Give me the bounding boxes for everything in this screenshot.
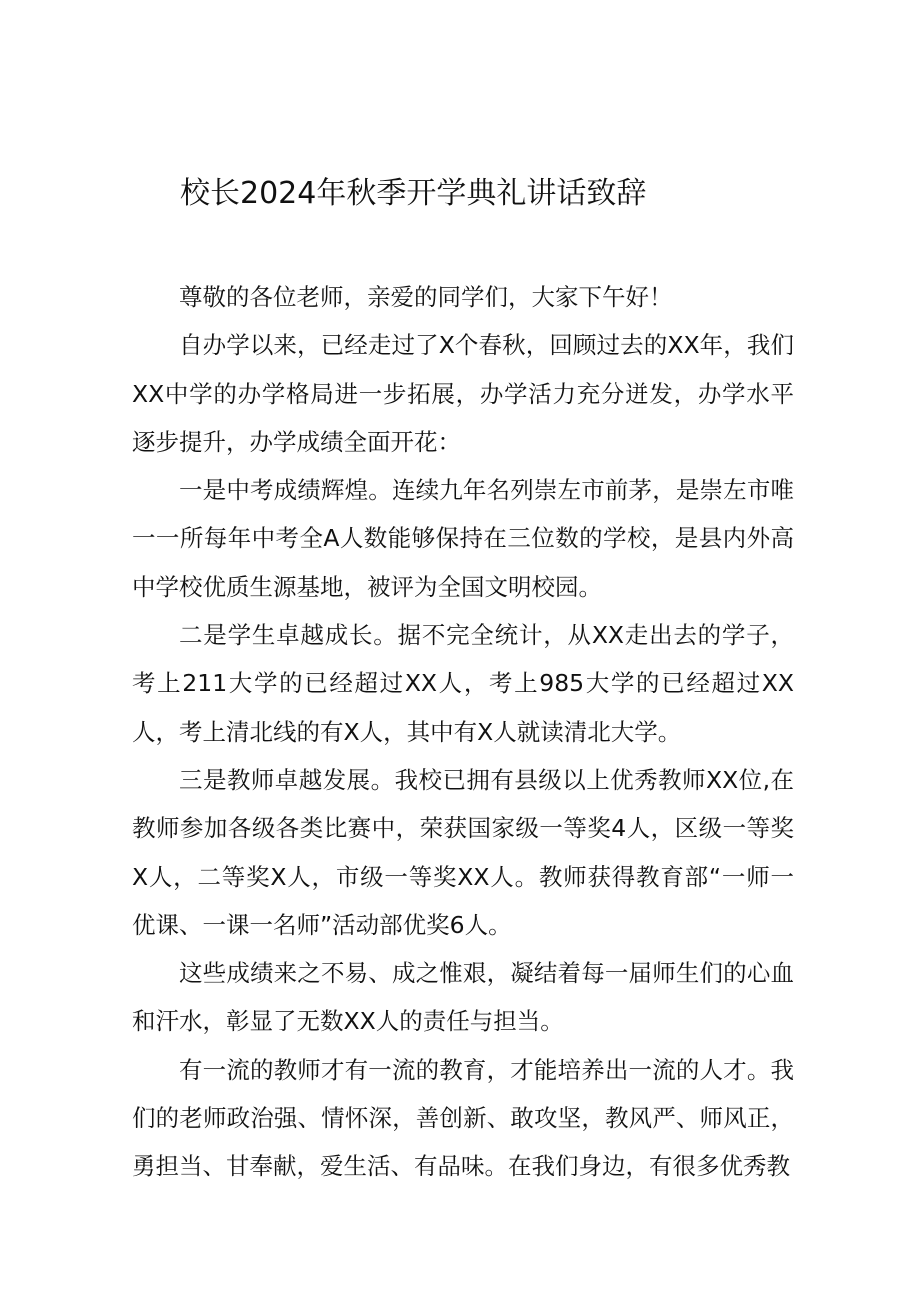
paragraph-intro: 自办学以来，已经走过了X个春秋，回顾过去的XX年，我们XX中学的办学格局进一步拓展，办学活力充分迸发，办学水平逐步提升，办学成绩全面开花： — [132, 331, 794, 456]
paragraph-student-growth: 二是学生卓越成长。据不完全统计，从XX走出去的学子，考上211大学的已经超过XX人，考上985大学的已经超过XX人，考上清北线的有X人，其中有X人就读清北大学。 — [132, 621, 794, 746]
paragraph-exam-results: 一是中考成绩辉煌。连续九年名列崇左市前茅，是崇左市唯一一所每年中考全A人数能够保持在三位数的学校，是县内外高中学校优质生源基地，被评为全国文明校园。 — [132, 476, 794, 601]
document-body — [132, 273, 794, 1191]
paragraph-greeting: 尊敬的各位老师，亲爱的同学们，大家下午好！ — [179, 283, 673, 311]
paragraph-teacher-development: 三是教师卓越发展。我校已拥有县级以上优秀教师XX位,在教师参加各级各类比赛中，荣获国家级一等奖4人，区级一等奖X人，二等奖X人，市级一等奖XX人。教师获得教育部“一师一优课、一课一名师”活动部优奖6人。 — [132, 765, 794, 939]
paragraph-achievements: 这些成绩来之不易、成之惟艰，凝结着每一届师生们的心血和汗水，彰显了无数XX人的责任与担当。 — [132, 959, 794, 1036]
paragraph-teachers: 有一流的教师才有一流的教育，才能培养出一流的人才。我们的老师政治强、情怀深，善创新、敢攻坚，教风严、师风正，勇担当、甘奉献，爱生活、有品味。在我们身边，有很多优秀教 — [132, 1055, 794, 1181]
document-title: 校长2024年秋季开学典礼讲话致辞 — [180, 176, 647, 211]
